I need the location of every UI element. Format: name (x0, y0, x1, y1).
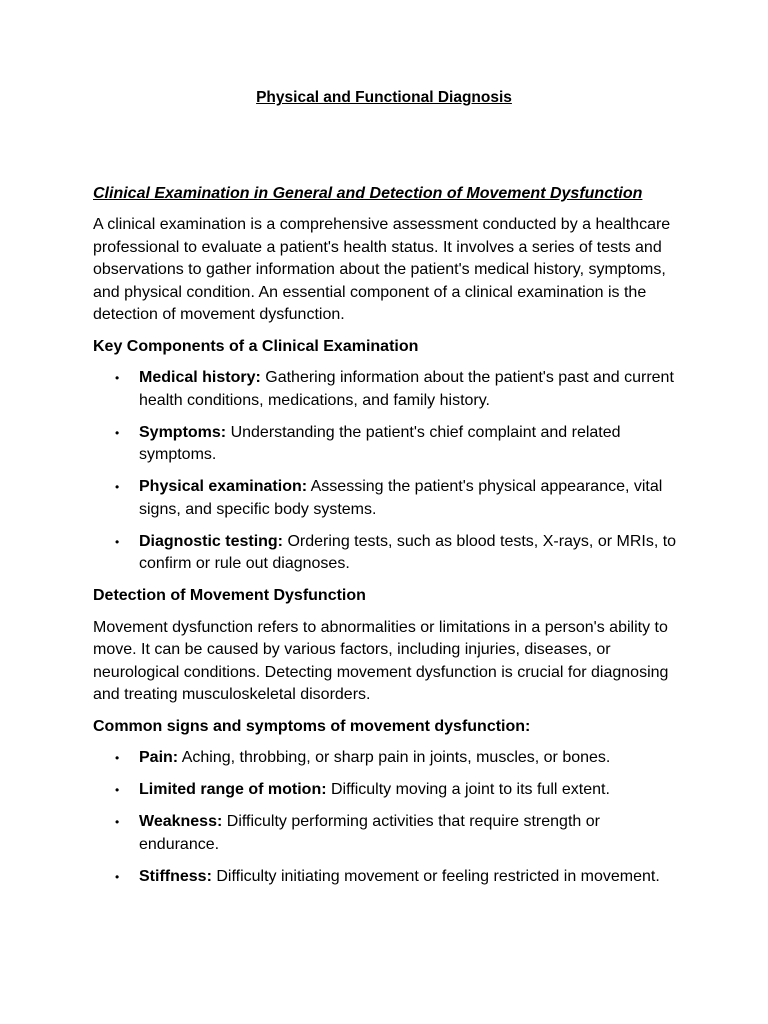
list-item-text: Ordering tests, such as blood tests, X-rays, or MRIs, to confirm or rule out diagnoses. (139, 532, 677, 572)
signs-list (93, 747, 683, 888)
bullet-icon: • (115, 480, 120, 494)
list-item-limited-range-of-motion (115, 779, 683, 802)
bullet-icon: • (115, 534, 120, 549)
list-item-text: Difficulty initiating movement or feeling restricted in movement. (211, 867, 660, 885)
list-item-text: Understanding the patient's chief complaint and related symptoms. (139, 423, 621, 463)
list-item-term: Weakness: (139, 813, 223, 830)
list-item-weakness (115, 811, 683, 856)
page-title: Physical and Functional Diagnosis (256, 89, 512, 106)
bullet-icon: • (115, 783, 120, 797)
list-item-term: Physical examination: (139, 478, 308, 495)
list-item-text: Difficulty moving a joint to its full extent. (326, 781, 610, 798)
document-body (93, 183, 683, 898)
detection-paragraph: Movement dysfunction refers to abnormalities or limitations in a person's ability to move. It can be caused by various factors, including injuries, diseases, or neurological conditions. Detecting movement dysfunction is crucial for diagnosing and treating musculoskeletal disorders. (93, 618, 669, 703)
bullet-icon: • (115, 371, 120, 385)
list-item-text: Assessing the patient's physical appearance, vital signs, and specific body systems. (139, 478, 663, 518)
signs-heading: Common signs and symptoms of movement dysfunction: (93, 717, 531, 735)
bullet-icon: • (115, 751, 120, 765)
list-item-term: Pain: (139, 749, 179, 766)
list-item-physical-examination (115, 476, 683, 521)
list-item-term: Limited range of motion: (139, 781, 327, 798)
list-item-term: Stiffness: (139, 867, 212, 885)
list-item-diagnostic-testing (115, 531, 683, 576)
key-components-list (93, 367, 683, 576)
list-item-text: Aching, throbbing, or sharp pain in joints, muscles, or bones. (178, 749, 611, 766)
list-item-term: Medical history: (139, 369, 261, 386)
list-item-term: Diagnostic testing: (139, 532, 284, 550)
list-item-text: Gathering information about the patient's past and current health conditions, medications, and family history. (139, 369, 674, 409)
list-item-stiffness (115, 866, 683, 889)
bullet-icon: • (115, 425, 120, 440)
bullet-icon: • (115, 869, 120, 884)
list-item-pain (115, 747, 683, 770)
detection-heading: Detection of Movement Dysfunction (93, 587, 366, 604)
section-heading: Clinical Examination in General and Detection of Movement Dysfunction (93, 185, 643, 202)
key-components-heading: Key Components of a Clinical Examination (93, 337, 419, 355)
intro-paragraph: A clinical examination is a comprehensive assessment conducted by a healthcare professional to evaluate a patient's health status. It involves a series of tests and observations to gather information about the patient's medical history, symptoms, and physical condition. An essential component of a clinical examination is the detection of movement dysfunction. (93, 216, 671, 323)
bullet-icon: • (115, 815, 120, 829)
list-item-term: Symptoms: (139, 423, 227, 441)
list-item-medical-history (115, 367, 683, 412)
list-item-text: Difficulty performing activities that require strength or endurance. (139, 813, 600, 853)
list-item-symptoms (115, 422, 683, 467)
